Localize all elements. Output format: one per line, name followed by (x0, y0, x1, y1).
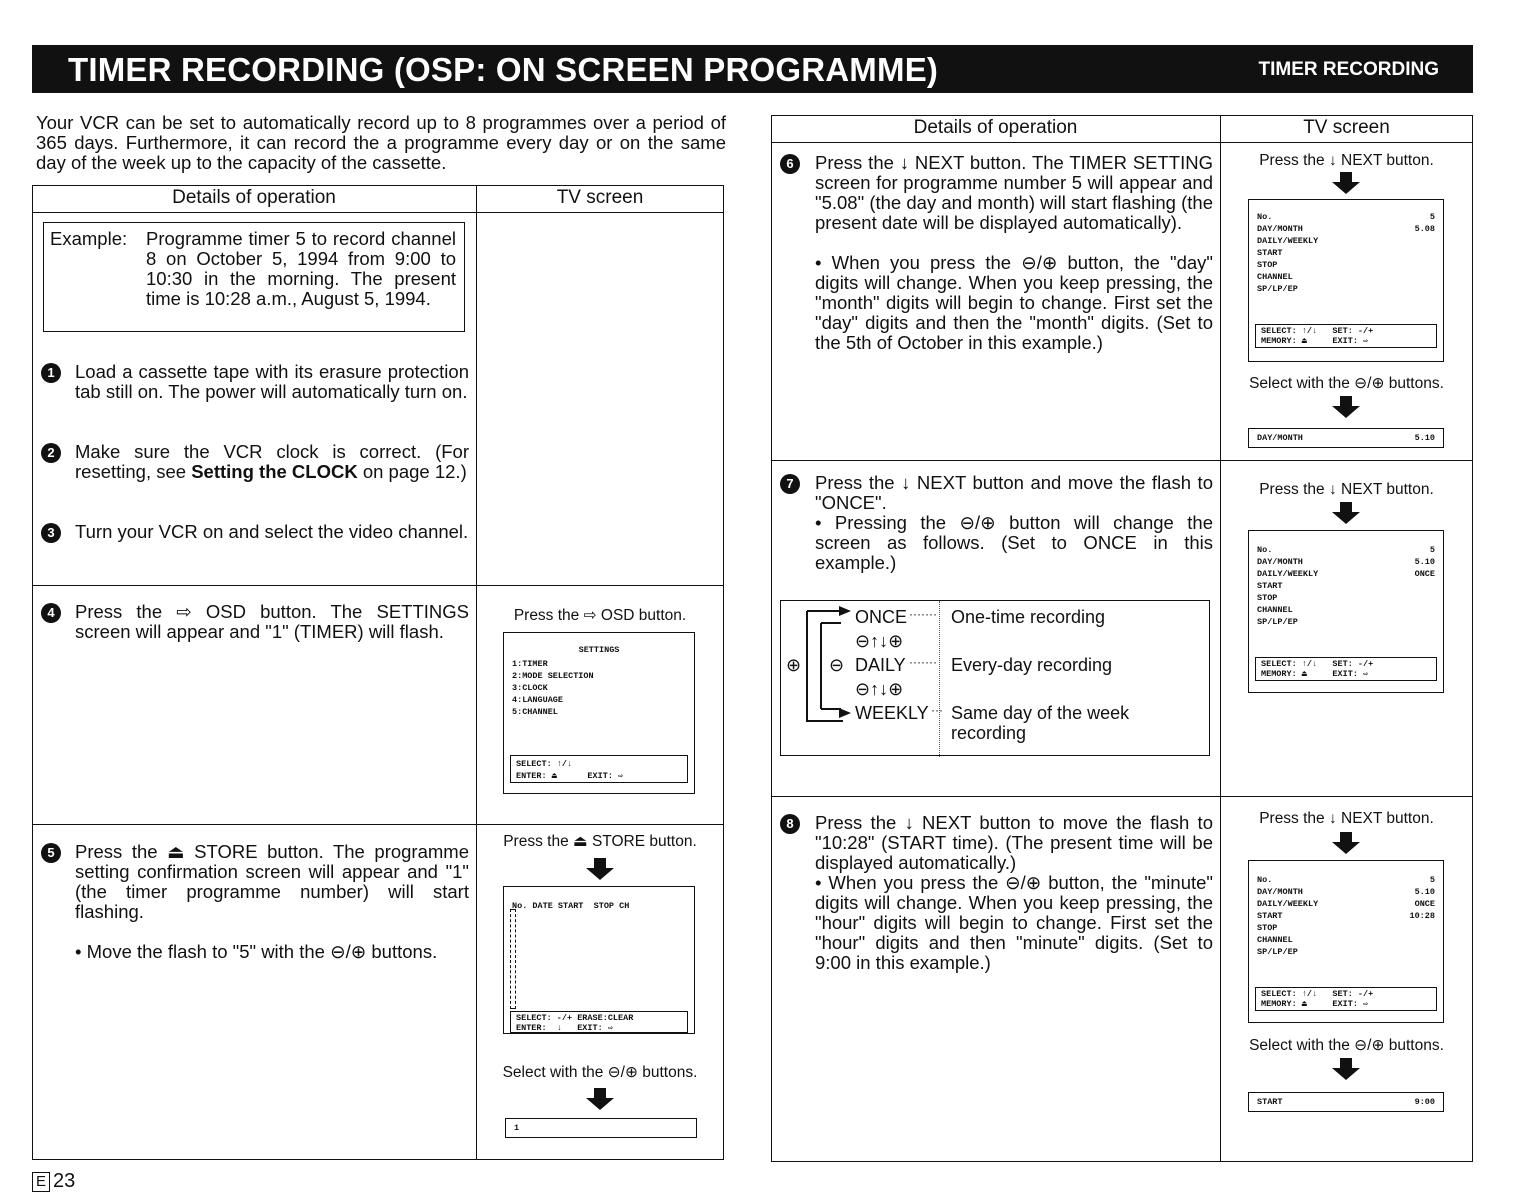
start-time-strip: START 9:00 (1248, 1092, 1444, 1112)
example-label: Example: (50, 228, 128, 249)
mode-cycle-diagram: ⊕ ⊖ ONCE ······· One-time recording ⊖↑↓⊕ DAILY ······· Every-day recording ⊖↑↓⊕ WEEKLY ··· Same day of the week recording (780, 600, 1210, 756)
example-box (43, 222, 465, 332)
step-4-text: Press the ⇨ OSD button. The SETTINGS screen will appear and "1" (TIMER) will flash. (75, 601, 469, 642)
step-1-text: Load a cassette tape with its erasure protection tab still on. The power will automatically turn on. (75, 361, 469, 402)
language-badge: E (32, 1172, 50, 1192)
step-5-number: 5 (41, 843, 61, 863)
weekly-desc-2: recording (951, 723, 1027, 743)
next-caption-8: Press the ↓ NEXT button. (1259, 810, 1434, 827)
osd-caption: Press the ⇨ OSD button. (513, 607, 687, 624)
store-caption: Press the ⏏ STORE button. (503, 833, 697, 850)
next-caption-6: Press the ↓ NEXT button. (1259, 152, 1434, 169)
cycle-arrows-1: ⊖↑↓⊕ (855, 631, 904, 651)
step-4-number: 4 (41, 603, 61, 623)
left-tv-header: TV screen (556, 187, 644, 208)
programme-number-strip: 1 (505, 1118, 697, 1138)
clock-link: Setting the CLOCK (191, 461, 358, 482)
page-header (32, 45, 1473, 93)
page-footer (32, 1170, 75, 1193)
step-1-number: 1 (41, 363, 61, 383)
step-2-number: 2 (41, 443, 61, 463)
minus-symbol: ⊖ (829, 655, 845, 675)
step-6-number: 6 (780, 154, 800, 174)
page-title: TIMER RECORDING (OSP: ON SCREEN PROGRAMME) (68, 51, 939, 88)
step-5-bullet: • Move the flash to "5" with the ⊖/⊕ buttons. (75, 941, 438, 962)
step-8-text: Press the ↓ NEXT button to move the flash to "10:28" (START time). (The present time will be displayed automatically.) (815, 812, 1213, 873)
right-details-header: Details of operation (913, 117, 1078, 138)
settings-screen: SETTINGS 1:TIMER 2:MODE SELECTION 3:CLOCK 4:LANGUAGE 5:CHANNEL SELECT: ↑/↓ ENTER: ⏏ EXIT: ⇨ (503, 632, 695, 794)
daily-desc: Every-day recording (951, 655, 1113, 675)
once-label: ONCE (855, 607, 908, 627)
step-7-text: Press the ↓ NEXT button and move the flash to "ONCE". (815, 472, 1213, 513)
step-6-bullet: • When you press the ⊖/⊕ button, the "day" digits will change. When you keep pressing, the "month" digits will begin to change. First set the "day" digits and then the "month" digits. (Set to the 5th of October in this example.) (815, 252, 1213, 353)
step-8-bullet: • When you press the ⊖/⊕ button, the "minute" digits will change. When you keep pressing, the "hour" digits will begin to change. First set the "hour" digits and then "minute" digits. (Set to 9:00 in this example.) (815, 872, 1213, 973)
step-7-bullet: • Pressing the ⊖/⊕ button will change the screen as follows. (Set to ONCE in this example.) (815, 512, 1213, 573)
daily-label: DAILY (855, 655, 906, 675)
left-details-header: Details of operation (172, 187, 336, 208)
step-6-text: Press the ↓ NEXT button. The TIMER SETTING screen for programme number 5 will appear and "5.08" (the day and month) will start flashing (the present date will be displayed automatically). (815, 152, 1213, 233)
weekly-label: WEEKLY (855, 703, 929, 723)
select-caption-8: Select with the ⊖/⊕ buttons. (1249, 1037, 1444, 1054)
weekly-desc: Same day of the week (951, 703, 1130, 723)
timer-screen-8: No. DAY/MONTH DAILY/WEEKLY START STOP CHANNEL SP/LP/EP 5 5.10 ONCE 10:28 SELECT: ↑/↓ SET: -/+ MEMORY: ⏏ EXIT: ⇨ (1248, 860, 1444, 1023)
once-desc: One-time recording (951, 607, 1106, 627)
step-5-text: Press the ⏏ STORE button. The programme setting confirmation screen will appear and "1" (the timer programme number) will start flashing. (75, 841, 469, 922)
step-7-number: 7 (780, 474, 800, 494)
select-caption-6: Select with the ⊖/⊕ buttons. (1249, 375, 1444, 392)
right-tv-header: TV screen (1303, 117, 1390, 138)
select-caption-1: Select with the ⊖/⊕ buttons. (502, 1064, 698, 1081)
timer-screen-7: No. DAY/MONTH DAILY/WEEKLY START STOP CHANNEL SP/LP/EP 5 5.10 ONCE SELECT: ↑/↓ SET: -/+ MEMORY: ⏏ EXIT: ⇨ (1248, 530, 1444, 693)
step-8-number: 8 (780, 814, 800, 834)
next-caption-7: Press the ↓ NEXT button. (1259, 481, 1434, 498)
example-text: Programme timer 5 to record channel 8 on October 5, 1994 from 9:00 to 10:30 in the morning. The present time is 10:28 a.m., August 5, 1994. (146, 228, 456, 309)
section-label: TIMER RECORDING (1258, 59, 1439, 80)
page-number: 23 (53, 1170, 76, 1192)
step-2-text: Make sure the VCR clock is correct. (For resetting, see Setting the CLOCK on page 12.) (75, 441, 469, 482)
day-month-strip: DAY/MONTH 5.10 (1248, 428, 1444, 448)
step-3-text: Turn your VCR on and select the video channel. (75, 521, 469, 542)
timer-screen-6: No. DAY/MONTH DAILY/WEEKLY START STOP CHANNEL SP/LP/EP 5 5.08 SELECT: ↑/↓ SET: -/+ MEMORY: ⏏ EXIT: ⇨ (1248, 199, 1444, 362)
intro-text: Your VCR can be set to automatically record up to 8 programmes over a period of 365 days. Furthermore, it can record the a programme every day or on the same day of the week up to the capacity of the cassette. (36, 112, 726, 173)
cycle-arrows-2: ⊖↑↓⊕ (855, 679, 904, 699)
step-3-number: 3 (41, 523, 61, 543)
confirmation-screen: No. DATE START STOP CH SELECT: -/+ ERASE:CLEAR ENTER: ↓ EXIT: ⇨ (503, 886, 695, 1034)
plus-symbol: ⊕ (786, 655, 802, 675)
